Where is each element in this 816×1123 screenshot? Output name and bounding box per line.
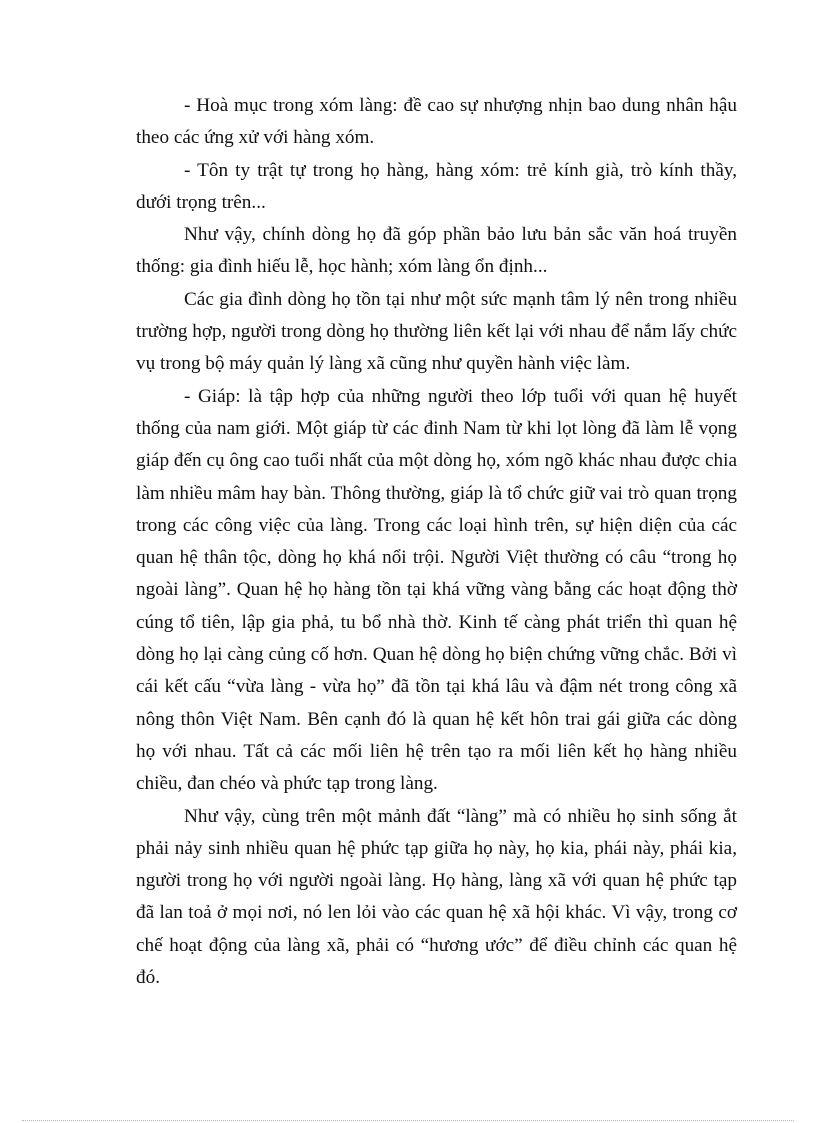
paragraph-ton-ty: - Tôn ty trật tự trong họ hàng, hàng xóm: trẻ kính già, trò kính thầy, dưới trọng trên... bbox=[136, 159, 737, 213]
paragraph-suc-manh: Các gia đình dòng họ tồn tại như một sức mạnh tâm lý nên trong nhiều trường hợp, người trong dòng họ thường liên kết lại với nhau để nắm lấy chức vụ trong bộ máy quản lý làng xã cũng như quyền hành việc làm. bbox=[136, 288, 737, 375]
paragraph-bao-luu: Như vậy, chính dòng họ đã góp phần bảo lưu bản sắc văn hoá truyền thống: gia đình hiếu lễ, học hành; xóm làng ổn định... bbox=[136, 224, 737, 278]
paragraph-huong-uoc: Như vậy, cùng trên một mảnh đất “làng” mà có nhiều họ sinh sống ắt phải nảy sinh nhiều quan hệ phức tạp giữa họ này, họ kia, phái này, phái kia, người trong họ với người ngoài làng. Họ hàng, làng xã với quan hệ phức tạp đã lan toả ở mọi nơi, nó len lỏi vào các quan hệ xã hội khác. Vì vậy, trong cơ chế hoạt động của làng xã, phải có “hương ước” để điều chỉnh các quan hệ đó. bbox=[136, 805, 737, 989]
page-bottom-rule bbox=[22, 1120, 794, 1121]
body-text bbox=[136, 90, 737, 994]
paragraph-hoa-muc: - Hoà mục trong xóm làng: đề cao sự nhượng nhịn bao dung nhân hậu theo các ứng xử với hàng xóm. bbox=[136, 95, 737, 149]
paragraph-giap: - Giáp: là tập hợp của những người theo lớp tuổi với quan hệ huyết thống của nam giới. Một giáp từ các đinh Nam từ khi lọt lòng đã làm lễ vọng giáp đến cụ ông cao tuổi nhất của một dòng họ, xóm ngõ khác nhau được chia làm nhiều mâm hay bàn. Thông thường, giáp là tổ chức giữ vai trò quan trọng trong các công việc của làng. Trong các loại hình trên, sự hiện diện của các quan hệ thân tộc, dòng họ khá nổi trội. Người Việt thường có câu “trong họ ngoài làng”. Quan hệ họ hàng tồn tại khá vững vàng bằng các hoạt động thờ cúng tổ tiên, lập gia phả, tu bổ nhà thờ. Kinh tế càng phát triển thì quan hệ dòng họ lại càng củng cố hơn. Quan hệ dòng họ biện chứng vững chắc. Bởi vì cái kết cấu “vừa làng - vừa họ” đã tồn tại khá lâu và đậm nét trong công xã nông thôn Việt Nam. Bên cạnh đó là quan hệ kết hôn trai gái giữa các dòng họ với nhau. Tất cả các mối liên hệ trên tạo ra mối liên kết họ hàng nhiều chiều, đan chéo và phức tạp trong làng. bbox=[136, 385, 737, 795]
